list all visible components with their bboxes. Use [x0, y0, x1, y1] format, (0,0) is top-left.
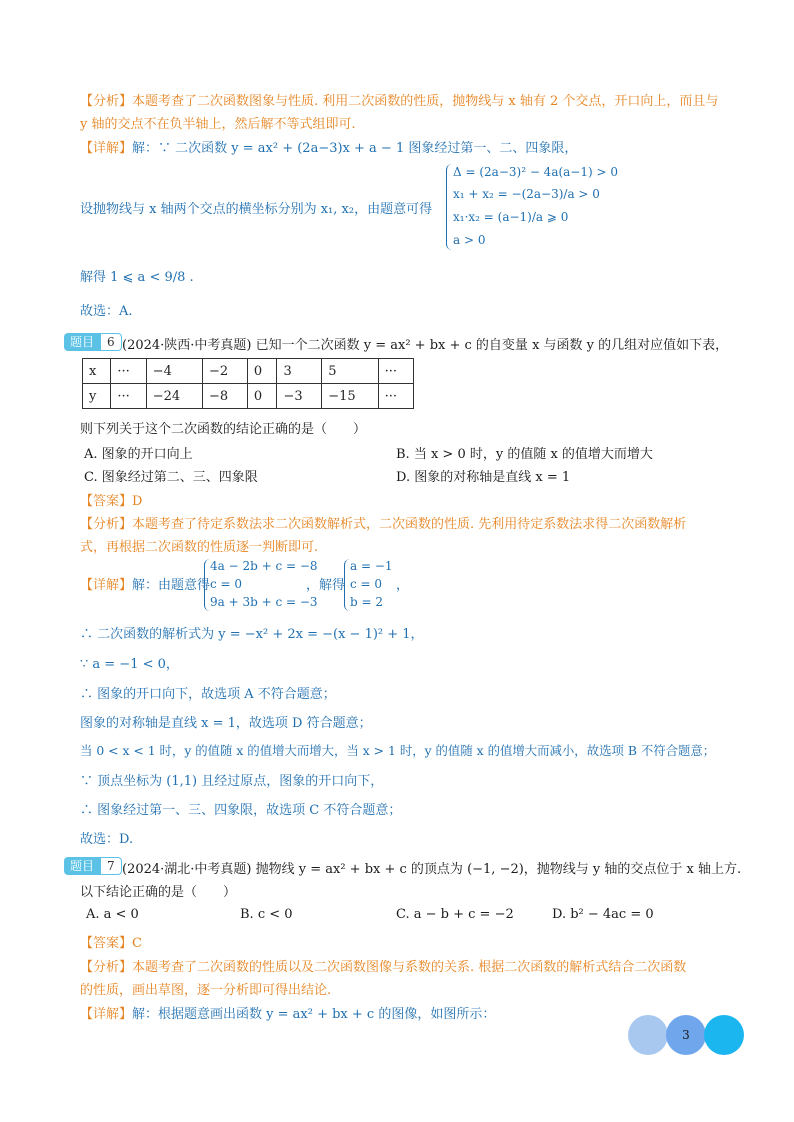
table-cell: 5 [322, 359, 378, 384]
table-cell: −3 [277, 384, 322, 409]
step-4: 图象的对称轴是直线 x = 1，故选项 D 符合题意； [80, 716, 372, 731]
system1-row-3: 9a + 3b + c = −3 [210, 595, 318, 609]
badge-tag: 题目 [64, 333, 100, 351]
table-cell: −2 [203, 359, 248, 384]
table-cell: ··· [111, 359, 146, 384]
system2-row-3: b = 2 [350, 595, 383, 609]
table-cell: −4 [146, 359, 202, 384]
analysis-paragraph-1 [80, 90, 718, 109]
option-b: B. 当 x > 0 时，y 的值随 x 的值增大而增大 [396, 447, 653, 462]
solve-line: 解得 1 ⩽ a < 9/8 . [80, 270, 194, 285]
value-table [82, 358, 414, 409]
page-number-circle [666, 1015, 706, 1055]
table-cell: −8 [203, 384, 248, 409]
detail-label: 【详解】 [80, 1007, 133, 1022]
question-badge-6 [64, 333, 122, 351]
question-6-prompt: 则下列关于这个二次函数的结论正确的是（ ） [80, 422, 367, 437]
option-c: C. a − b + c = −2 [396, 907, 514, 922]
table-row [83, 384, 414, 409]
footer-circle-bright [704, 1015, 744, 1055]
analysis-7-line2: 的性质，画出草图，逐一分析即可得出结论. [80, 983, 332, 998]
system2-row-2: c = 0 [350, 577, 383, 591]
system-row-1: Δ = (2a−3)² − 4a(a−1) > 0 [453, 165, 618, 179]
analysis-label: 【分析】 [80, 517, 133, 532]
detail-label: 【详解】 [80, 578, 133, 593]
detail-7 [80, 1003, 495, 1022]
badge-number: 6 [100, 333, 122, 351]
option-a: A. 图象的开口向上 [84, 447, 193, 462]
detail-line-1 [80, 137, 577, 156]
analysis-6-line1 [80, 513, 686, 532]
option-c: C. 图象经过第二、三、四象限 [84, 470, 258, 485]
answer-6: 【答案】D [80, 494, 143, 509]
step-7: ∴ 图象经过第一、三、四象限，故选项 C 不符合题意； [80, 803, 402, 818]
option-d: D. 图象的对称轴是直线 x = 1 [396, 470, 571, 485]
step-8: 故选：D. [80, 832, 134, 847]
page-number: 3 [682, 1028, 690, 1042]
table-cell: −15 [322, 384, 378, 409]
analysis-label: 【分析】 [80, 960, 133, 975]
step-5: 当 0 < x < 1 时，y 的值随 x 的值增大而增大，当 x > 1 时，y 的值随 x 的值增大而减小，故选项 B 不符合题意； [80, 743, 716, 758]
system1-row-1: 4a − 2b + c = −8 [210, 559, 318, 573]
question-6-stem: (2024·陕西·中考真题) 已知一个二次函数 y = ax² + bx + c 的自变量 x 与函数 y 的几组对应值如下表， [122, 338, 729, 353]
detail-line-2: 设抛物线与 x 轴两个交点的横坐标分别为 x₁, x₂，由题意可得 [80, 202, 433, 217]
analysis-text: 本题考查了二次函数的性质以及二次函数图像与系数的关系. 根据二次函数的解析式结合二次函数 [132, 960, 687, 975]
table-cell: ··· [111, 384, 146, 409]
system-row-3: x₁·x₂ = (a−1)/a ⩾ 0 [453, 210, 569, 224]
table-row [83, 359, 414, 384]
system-row-4: a > 0 [453, 233, 486, 247]
step-1: ∴ 二次函数的解析式为 y = −x² + 2x = −(x − 1)² + 1， [80, 627, 424, 642]
badge-tag: 题目 [64, 857, 100, 875]
table-cell: 3 [277, 359, 322, 384]
table-cell: y [83, 384, 111, 409]
analysis-text: 本题考查了待定系数法求二次函数解析式，二次函数的性质. 先利用待定系数法求得二次函数解析 [132, 517, 687, 532]
table-cell: ··· [378, 384, 413, 409]
table-cell: ··· [378, 359, 413, 384]
answer-7: 【答案】C [80, 936, 142, 951]
analysis-text-line2: y 轴的交点不在负半轴上，然后解不等式组即可. [80, 117, 356, 132]
question-badge-7 [64, 857, 122, 875]
choose-line: 故选：A. [80, 304, 133, 319]
table-cell: x [83, 359, 111, 384]
option-a: A. a < 0 [86, 907, 139, 922]
detail-text: 解：根据题意画出函数 y = ax² + bx + c 的图像，如图所示： [132, 1007, 496, 1022]
analysis-6-line2: 式，再根据二次函数的性质逐一判断即可. [80, 540, 319, 555]
step-2: ∵ a = −1 < 0， [80, 657, 179, 672]
analysis-7-line1 [80, 956, 686, 975]
option-b: B. c < 0 [240, 907, 293, 922]
detail-6-prefix [80, 574, 210, 593]
detail-text: 解：∵ 二次函数 y = ax² + (2a−3)x + a − 1 图象经过第一、二、四象限， [132, 141, 578, 156]
detail-6-mid: ，解得 [306, 578, 346, 593]
table-cell: 0 [247, 359, 277, 384]
detail-6-tail: ， [396, 578, 410, 593]
step-6: ∵ 顶点坐标为 (1,1) 且经过原点，图象的开口向下， [80, 774, 384, 789]
table-cell: 0 [247, 384, 277, 409]
system-row-2: x₁ + x₂ = −(2a−3)/a > 0 [453, 187, 600, 201]
question-7-stem-2: 以下结论正确的是（ ） [80, 885, 237, 900]
step-3: ∴ 图象的开口向下，故选项 A 不符合题意； [80, 687, 336, 702]
question-7-stem-1: (2024·湖北·中考真题) 抛物线 y = ax² + bx + c 的顶点为 (−1, −2)，抛物线与 y 轴的交点位于 x 轴上方. [122, 862, 742, 877]
footer-circle-light [628, 1015, 668, 1055]
detail-text: 解：由题意得 [132, 578, 211, 593]
option-d: D. b² − 4ac = 0 [552, 907, 654, 922]
badge-number: 7 [100, 857, 122, 875]
detail-label: 【详解】 [80, 141, 133, 156]
system1-row-2: c = 0 [210, 577, 243, 591]
analysis-text-line1: 本题考查了二次函数图象与性质. 利用二次函数的性质，抛物线与 x 轴有 2 个交点，开口向上，而且与 [132, 94, 719, 109]
analysis-label: 【分析】 [80, 94, 133, 109]
system2-row-1: a = −1 [350, 559, 393, 573]
system-brace [446, 164, 452, 250]
table-cell: −24 [146, 384, 202, 409]
